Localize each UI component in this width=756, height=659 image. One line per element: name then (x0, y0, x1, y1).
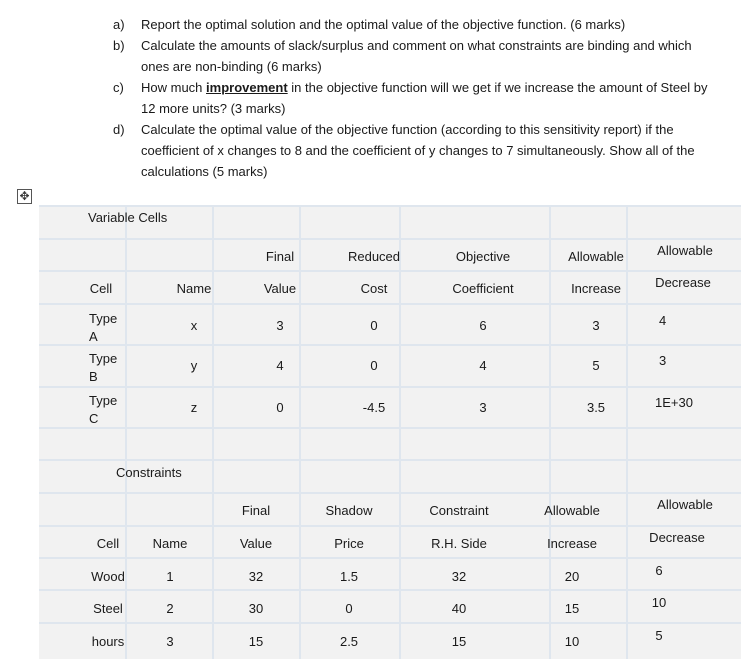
table-cell (301, 429, 399, 459)
column-header: Shadow (325, 503, 373, 518)
constraint-rhs: 32 (451, 569, 467, 584)
column-header: Objective (455, 249, 511, 264)
allowable-decrease: 1E+30 (655, 395, 693, 410)
table-cell (39, 240, 125, 270)
column-header: R.H. Side (431, 536, 487, 551)
emphasized-word: improvement (206, 80, 288, 95)
question-text: Calculate the amounts of slack/surplus and comment on what constraints are binding and which ones are non-binding (6 marks) (141, 38, 692, 74)
allowable-increase: 10 (564, 634, 580, 649)
question-text-start: How much (141, 80, 207, 95)
table-cell (551, 429, 626, 459)
table-cell (214, 305, 299, 344)
allowable-decrease: 3 (659, 353, 667, 368)
allowable-increase: 5 (592, 358, 600, 373)
column-header: Cell (89, 281, 113, 296)
final-value: 3 (276, 318, 284, 333)
allowable-decrease: 4 (659, 313, 667, 328)
table-cell (551, 461, 626, 492)
final-value: 15 (248, 634, 264, 649)
table-cell (127, 494, 212, 525)
constraint-rhs: 40 (451, 601, 467, 616)
table-cell (551, 207, 626, 238)
sensitivity-report-table (39, 205, 741, 659)
reduced-cost: 0 (370, 358, 378, 373)
final-value: 4 (276, 358, 284, 373)
table-cell (628, 624, 741, 659)
table-cell (127, 305, 212, 344)
shadow-price: 1.5 (339, 569, 359, 584)
column-header: Decrease (649, 530, 705, 545)
constraint-cell-label: Wood (91, 569, 125, 584)
allowable-decrease: 10 (651, 595, 667, 610)
column-header: Final (241, 503, 271, 518)
constraint-cell-label: Steel (93, 601, 123, 616)
table-cell (39, 494, 125, 525)
column-header: Cost (360, 281, 388, 296)
shadow-price: 2.5 (339, 634, 359, 649)
constraint-cell-label: hours (91, 634, 125, 649)
table-cell (214, 429, 299, 459)
table-cell (628, 207, 741, 238)
variable-name: z (190, 400, 198, 415)
column-header: Value (239, 536, 273, 551)
table-cell (551, 346, 626, 386)
table-cell (628, 346, 741, 386)
section-title-constraints: Constraints (116, 465, 182, 480)
variable-name: x (190, 318, 198, 333)
column-header: Cell (96, 536, 120, 551)
move-cross-icon[interactable]: ✥ (17, 189, 32, 204)
question-a (113, 14, 713, 35)
table-cell (39, 461, 125, 492)
column-header: Value (263, 281, 297, 296)
table-cell (39, 429, 125, 459)
allowable-increase: 20 (564, 569, 580, 584)
table-cell (401, 305, 549, 344)
table-cell (301, 461, 399, 492)
column-header: Coefficient (452, 281, 514, 296)
column-header: Allowable (568, 249, 624, 264)
constraint-name: 3 (166, 634, 174, 649)
section-title-variable-cells: Variable Cells (88, 210, 168, 225)
question-text (141, 77, 713, 119)
table-cell (214, 388, 299, 427)
question-letter: d) (113, 122, 125, 137)
column-header: Name (176, 281, 212, 296)
allowable-increase: 3 (592, 318, 600, 333)
question-c (113, 77, 713, 119)
column-header: Reduced (347, 249, 401, 264)
variable-cell-label: Type B (89, 351, 118, 384)
table-cell (127, 346, 212, 386)
reduced-cost: -4.5 (362, 400, 386, 415)
variable-cell-label: Type A (89, 311, 118, 344)
constraint-rhs: 15 (451, 634, 467, 649)
objective-coefficient: 3 (479, 400, 487, 415)
objective-coefficient: 4 (479, 358, 487, 373)
table-cell (551, 305, 626, 344)
final-value: 0 (276, 400, 284, 415)
table-cell (401, 559, 549, 589)
allowable-increase: 15 (564, 601, 580, 616)
objective-coefficient: 6 (479, 318, 487, 333)
table-cell (214, 461, 299, 492)
table-cell (401, 461, 549, 492)
question-text: Report the optimal solution and the optimal value of the objective function. (6 marks) (141, 17, 626, 32)
table-cell (628, 461, 741, 492)
table-cell (551, 624, 626, 659)
column-header: Allowable (657, 497, 713, 512)
table-cell (301, 305, 399, 344)
allowable-decrease: 5 (655, 628, 663, 643)
column-header: Allowable (544, 503, 600, 518)
question-letter: a) (113, 17, 125, 32)
table-cell (401, 346, 549, 386)
column-header: Price (334, 536, 364, 551)
table-cell (301, 207, 399, 238)
table-cell (127, 240, 212, 270)
variable-cell-label: Type C (89, 393, 118, 426)
column-header: Allowable (657, 243, 713, 258)
table-cell (401, 207, 549, 238)
table-cell (401, 624, 549, 659)
column-header: Final (265, 249, 295, 264)
question-d (113, 119, 713, 182)
question-text-end: in the objective function will we get if we increase the amount of Steel by 12 more units? (3 marks) (141, 80, 708, 116)
question-letter: c) (113, 80, 124, 95)
shadow-price: 0 (345, 601, 353, 616)
table-cell (127, 388, 212, 427)
column-header: Decrease (655, 275, 711, 290)
question-b (113, 35, 713, 77)
constraint-name: 2 (166, 601, 174, 616)
constraint-name: 1 (166, 569, 174, 584)
column-header: Constraint (429, 503, 489, 518)
table-cell (551, 591, 626, 622)
table-cell (628, 559, 741, 589)
allowable-increase: 3.5 (586, 400, 606, 415)
table-cell (401, 591, 549, 622)
table-cell (301, 346, 399, 386)
table-cell (401, 388, 549, 427)
variable-name: y (190, 358, 198, 373)
column-header: Increase (571, 281, 621, 296)
column-header: Name (152, 536, 188, 551)
question-text: Calculate the optimal value of the objective function (according to this sensitivity report) if the coefficient of x changes to 8 and the coefficient of y changes to 7 simultaneously. Show all of the calculations (5 marks) (141, 122, 695, 179)
table-cell (127, 429, 212, 459)
table-cell (628, 591, 741, 622)
table-cell (214, 346, 299, 386)
allowable-decrease: 6 (655, 563, 663, 578)
reduced-cost: 0 (370, 318, 378, 333)
final-value: 30 (248, 601, 264, 616)
final-value: 32 (248, 569, 264, 584)
question-letter: b) (113, 38, 125, 53)
table-cell (628, 305, 741, 344)
table-cell (214, 207, 299, 238)
question-list (113, 14, 713, 182)
table-cell (628, 429, 741, 459)
column-header: Increase (547, 536, 597, 551)
table-cell (401, 429, 549, 459)
table-cell (551, 559, 626, 589)
